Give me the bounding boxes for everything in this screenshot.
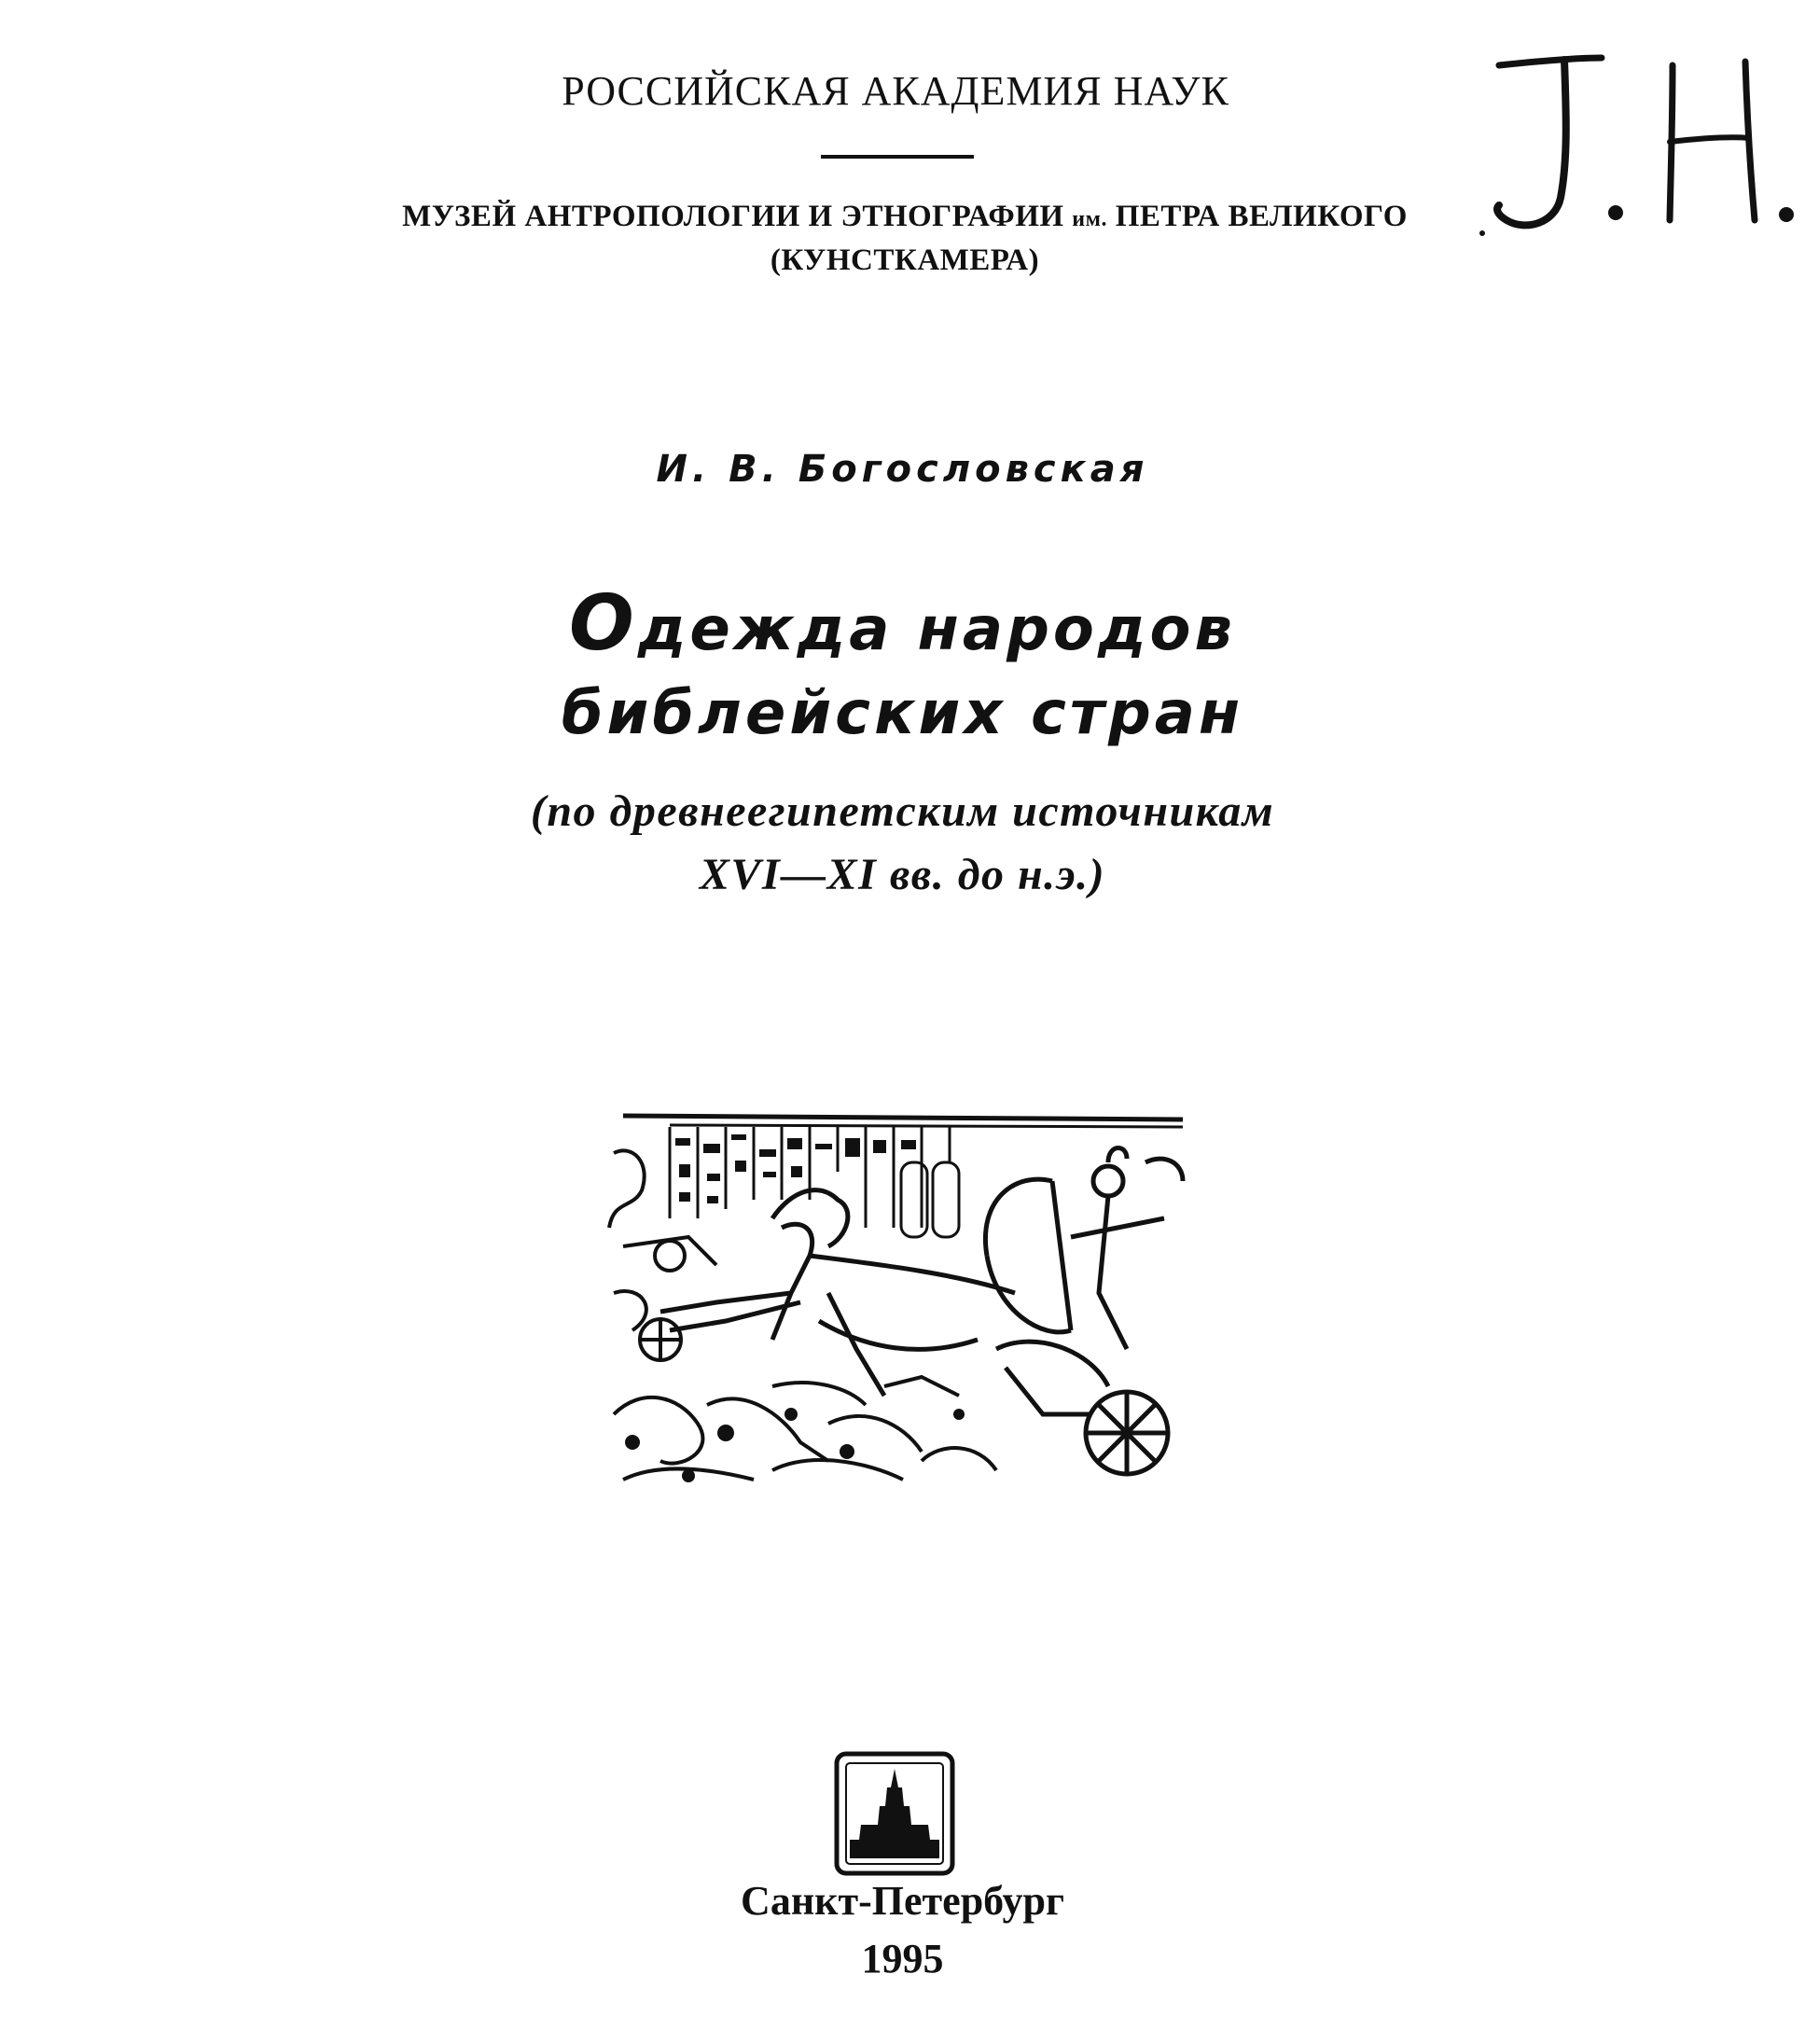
book-title: [0, 579, 1805, 756]
book-subtitle: [0, 780, 1805, 907]
publication-city: Санкт-Петербург: [741, 1878, 1064, 1924]
academy-name: РОССИЙСКАЯ АКАДЕМИЯ НАУК: [562, 68, 1229, 114]
museum-name-line1: [354, 196, 1455, 240]
publication-year: 1995: [861, 1936, 944, 1981]
handwritten-initials: [1479, 37, 1805, 252]
museum-name-im: им.: [1072, 207, 1107, 231]
book-title-line1-rest: дежда народов: [637, 595, 1236, 664]
author-name: И. В. Богословская: [656, 448, 1149, 491]
book-title-line2: библейских стран: [561, 679, 1244, 748]
museum-name-line2: (КУНСТКАМЕРА): [770, 243, 1040, 277]
museum-name-part2: ПЕТРА ВЕЛИКОГО: [1115, 200, 1408, 233]
book-title-initial: О: [569, 579, 638, 668]
egyptian-chariot-relief-icon: [604, 1106, 1190, 1495]
museum-name-part1: МУЗЕЙ АНТРОПОЛОГИИ И ЭТНОГРАФИИ: [402, 200, 1064, 233]
header-divider: [821, 155, 974, 159]
book-subtitle-line2: XVI—XI вв. до н.э.): [699, 850, 1106, 899]
museum-name: [354, 196, 1455, 281]
book-subtitle-line1: (по древнеегипетским источникам: [530, 786, 1275, 836]
university-building-logo-icon: [833, 1750, 956, 1877]
book-title-line1: [0, 579, 1805, 672]
